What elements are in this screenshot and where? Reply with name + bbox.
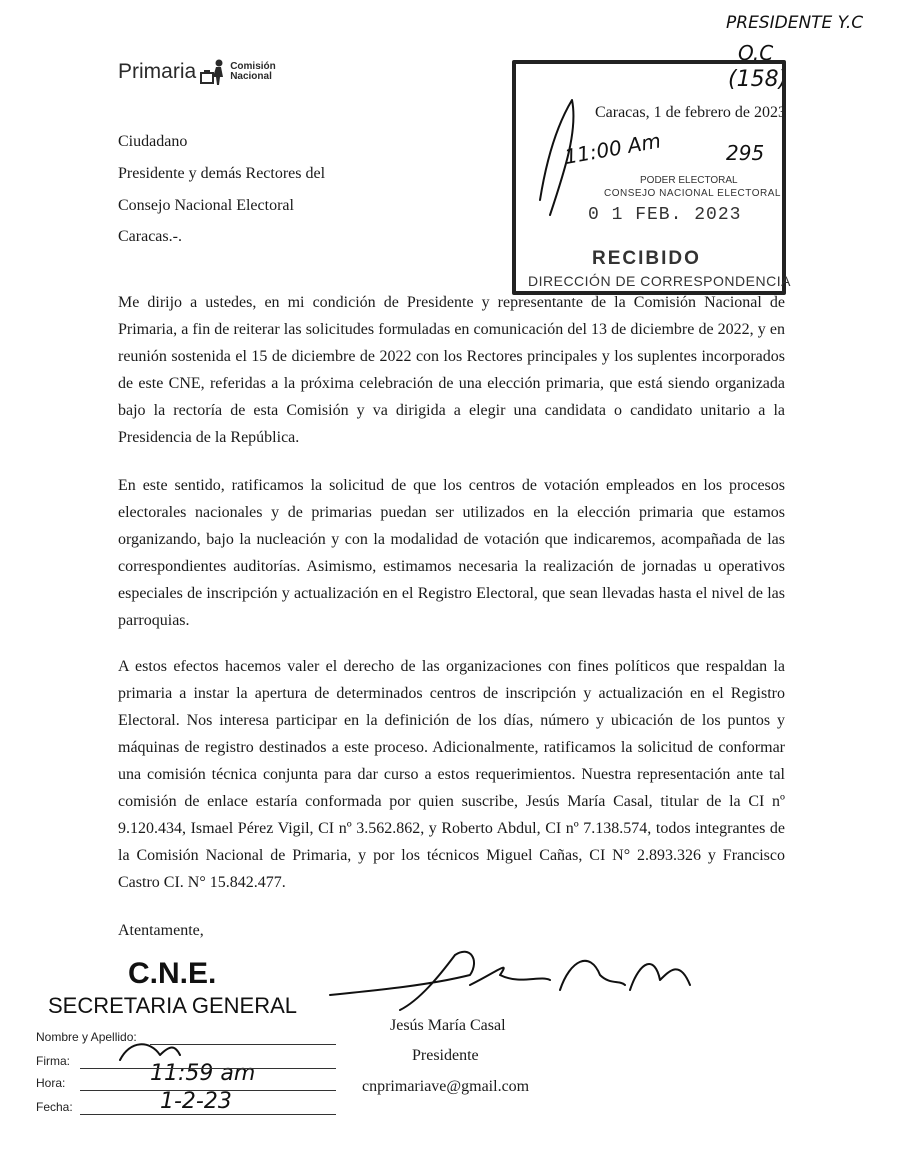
logo-sub-line1: Comisión: [230, 61, 276, 72]
logo-brand: Primaria: [118, 60, 197, 83]
stamp-handwritten-time: 11:00 Am: [562, 128, 663, 169]
secretaria-name-line: [150, 1044, 336, 1045]
letter-date: Caracas, 1 de febrero de 2023: [594, 104, 786, 121]
logo-sub-line2: Nacional: [230, 71, 272, 82]
ballot-box-icon: [199, 57, 227, 87]
margin-note-top-right: PRESIDENTE Y.C: [726, 13, 864, 33]
recipient-line: Presidente y demás Rectores del: [118, 165, 326, 182]
secretaria-handwritten-time: 11:59 am: [150, 1061, 256, 1086]
letterhead-logo: [118, 54, 276, 90]
secretaria-name-label: Nombre y Apellido:: [36, 1030, 137, 1044]
margin-note-code: O.C: [738, 41, 774, 65]
secretaria-time-line: [80, 1090, 336, 1091]
secretaria-date-line: [80, 1114, 336, 1115]
secretaria-handwritten-date: 1-2-23: [160, 1089, 232, 1114]
body-paragraph: En este sentido, ratificamos la solicitud de que los centros de votación empleados en los procesos electorales nacionales y de primarias puedan ser utilizados en la elección primaria que estamos organizando, bajo la nucleación y con la modalidad de votación que indicaremos, acompañada de las correspondientes auditorías. Asimismo, estimamos necesaria la realización de jornadas u operativos especiales de inscripción y actualización en el Registro Electoral, que sean llevadas hasta el nivel de las parroquias.: [118, 477, 785, 629]
closing: Atentamente,: [118, 922, 204, 939]
secretaria-office: SECRETARIA GENERAL: [48, 993, 297, 1018]
signature-scribble: [330, 952, 690, 1010]
signer-role: Presidente: [412, 1047, 479, 1064]
secretaria-signature-label: Firma:: [36, 1054, 70, 1068]
stamp-poder: PODER ELECTORAL: [640, 175, 738, 186]
body-paragraph: Me dirijo a ustedes, en mi condición de Presidente y representante de la Comisión Nacional de Primaria, a fin de reiterar las solicitudes formuladas en comunicación del 13 de diciembre de 2022, y en reunión sostenida el 15 de diciembre de 2022 con los Rectores principales y los suplentes incorporados de este CNE, referidas a la próxima celebración de una elección primaria, que está siendo organizada bajo la rectoría de esta Comisión y va dirigida a elegir una candidata o candidato unitario a la Presidencia de la República.: [118, 294, 785, 446]
signer-email: cnprimariave@gmail.com: [362, 1078, 530, 1095]
stamp-date: 0 1 FEB. 2023: [588, 205, 742, 225]
recipient-line: Ciudadano: [118, 133, 188, 150]
recipient-line: Consejo Nacional Electoral: [118, 197, 294, 214]
secretaria-signature-scribble: [120, 1044, 180, 1060]
stamp-status: RECIBIDO: [592, 248, 701, 269]
stamp-entity: CONSEJO NACIONAL ELECTORAL: [604, 188, 781, 199]
secretaria-time-label: Hora:: [36, 1076, 66, 1090]
secretaria-signature-line: [80, 1068, 336, 1069]
body-paragraph: A estos efectos hacemos valer el derecho de las organizaciones con fines políticos que respaldan la primaria a instar la apertura de determinados centros de inscripción y actualización en el Registro Electoral. Nos interesa participar en la definición de los días, número y ubicación de los puntos y máquinas de registro destinados a este proceso. Adicionalmente, ratificamos la solicitud de conformar una comisión técnica conjunta para dar curso a estos requerimientos. Nuestra representación ante tal comisión de enlace estaría conformada por quien suscribe, Jesús María Casal, titular de la CI nº 9.120.434, Ismael Pérez Vigil, CI nº 3.562.862, y Roberto Abdul, CI nº 7.138.574, todos integrantes de la Comisión Nacional de Primaria, y por los técnicos Miguel Cañas, CI N° 2.893.326 y Francisco Castro CI. N° 15.842.477.: [118, 658, 785, 891]
signer-name: Jesús María Casal: [390, 1017, 506, 1034]
secretaria-org: C.N.E.: [128, 957, 217, 990]
stamp-department: DIRECCIÓN DE CORRESPONDENCIA: [528, 273, 791, 289]
stamp-handwritten-number: 295: [726, 141, 765, 165]
recipient-line: Caracas.-.: [118, 228, 182, 245]
margin-note-number: (158): [728, 67, 788, 92]
secretaria-date-label: Fecha:: [36, 1100, 73, 1114]
